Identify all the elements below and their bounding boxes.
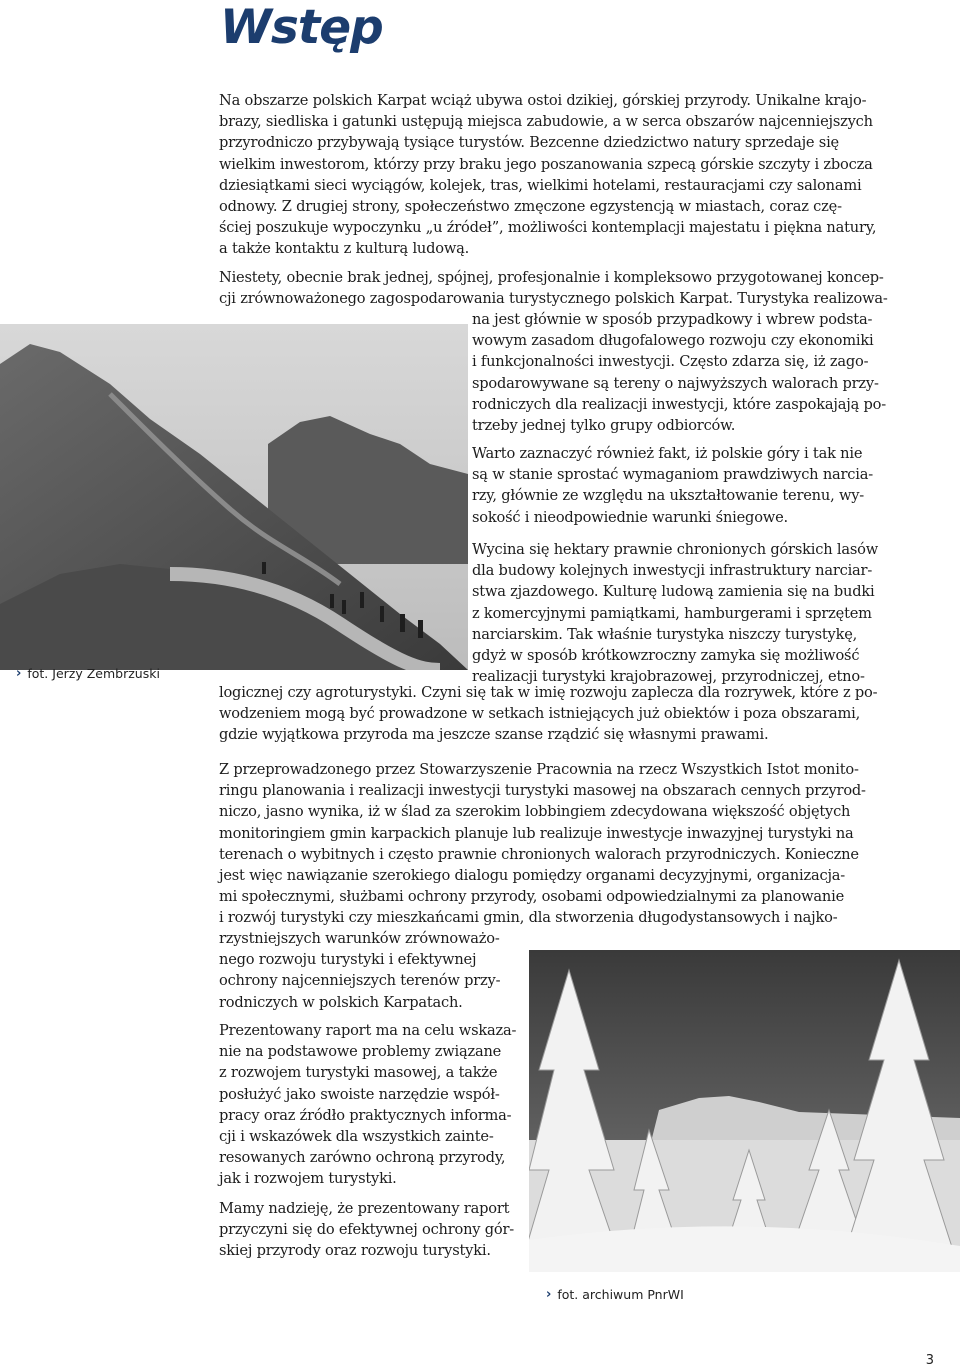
page-number: 3 [925, 1353, 934, 1368]
text-line: realizacji turystyki krajobrazowej, przyrodniczej, etno- [472, 668, 865, 686]
text-line: dziesiątkami sieci wyciągów, kolejek, tras, wielkimi hotelami, restauracjami czy salonami [219, 176, 862, 194]
text-line: wodzeniem mogą być prowadzone w setkach istniejących już obiektów i poza obszarami, [219, 705, 861, 723]
text-line: narciarskim. Tak właśnie turystyka niszczy turystykę, [472, 625, 858, 643]
text-line: monitoringiem gmin karpackich planuje lub realizuje inwestycje inwazyjnej turystyki na [219, 824, 854, 842]
text-line: odnowy. Z drugiej strony, społeczeństwo zmęczone egzystencją w miastach, coraz czę- [219, 198, 842, 216]
text-line: skiej przyrody oraz rozwoju turystyki. [219, 1242, 491, 1260]
paragraph-forests-cont [219, 682, 877, 746]
text-line: i funkcjonalności inwestycji. Często zdarza się, iż zago- [472, 353, 869, 371]
text-line: ringu planowania i realizacji inwestycji turystyki masowej na obszarach cennych przyrod- [219, 782, 866, 800]
text-line: ściej poszukuje wypoczynku „u źródeł”, możliwości kontemplacji majestatu i piękna natury, [219, 219, 877, 237]
page-title: Wstęp [220, 0, 383, 55]
text-line: wowym zasadom długofalowego rozwoju czy ekonomiki [472, 332, 874, 350]
text-line: rodniczych dla realizacji inwestycji, które zaspokajają po- [472, 395, 886, 413]
text-line: gdyż w sposób krótkowzroczny zamyka się możliwość [472, 647, 860, 665]
text-line: Wycina się hektary prawnie chronionych górskich lasów [472, 541, 878, 558]
photo2-caption-text: fot. archiwum PnrWI [557, 1287, 684, 1302]
text-line: Z przeprowadzonego przez Stowarzyszenie Pracownia na rzecz Wszystkich Istot monito- [219, 761, 859, 778]
paragraph-hope [219, 1198, 514, 1262]
text-line: posłużyć jako swoiste narzędzie współ- [219, 1085, 500, 1103]
text-line: wielkim inwestorom, którzy przy braku jego poszanowania szpecą górskie szczyty i zbocza [219, 155, 873, 173]
text-line: Mamy nadzieję, że prezentowany raport [219, 1200, 510, 1217]
text-line: spodarowywane są tereny o najwyższych walorach przy- [472, 374, 879, 392]
text-line: rodniczych w polskich Karpatach. [219, 993, 463, 1011]
text-line: i rozwój turystyki czy mieszkańcami gmin, dla stworzenia długodystansowych i najko- [219, 909, 838, 927]
text-line: sokość i nieodpowiednie warunki śniegowe. [472, 508, 788, 526]
text-line: niczo, jasno wynika, iż w ślad za szerokim lobbingiem zdecydowana większość objętych [219, 803, 851, 821]
text-line: a także kontaktu z kulturą ludową. [219, 240, 470, 258]
text-line: z komercyjnymi pamiątkami, hamburgerami i sprzętem [472, 604, 872, 622]
text-line: Prezentowany raport ma na celu wskaza- [219, 1022, 517, 1039]
paragraph-report-aim [219, 1020, 516, 1190]
chevron-right-icon: › [546, 1287, 552, 1302]
text-line: logicznej czy agroturystyki. Czyni się tak w imię rozwoju zaplecza dla rozrywek, które z po- [219, 684, 878, 701]
text-line: resowanych zarówno ochroną przyrody, [219, 1149, 506, 1167]
text-line: Na obszarze polskich Karpat wciąż ubywa ostoi dzikiej, górskiej przyrody. Unikalne krajo- [219, 92, 867, 109]
text-line: mi społecznymi, służbami ochrony przyrody, osobami odpowiedzialnymi za planowanie [219, 888, 845, 906]
paragraph-concept [219, 267, 888, 309]
text-line: nie na podstawowe problemy związane [219, 1043, 502, 1061]
photo2-caption [546, 1287, 684, 1302]
text-line: pracy oraz źródło praktycznych informa- [219, 1106, 512, 1124]
text-line: Niestety, obecnie brak jednej, spójnej, profesjonalnie i kompleksowo przygotowanej koncep- [219, 269, 884, 286]
text-line: przyrodniczo przybywają tysiące turystów. Bezcenne dziedzictwo natury sprzedaje się [219, 134, 839, 152]
paragraph-concept-cont [472, 309, 886, 436]
paragraph-monitoring [219, 759, 866, 929]
text-line: stwa zjazdowego. Kulturę ludową zamienia się na budki [472, 583, 875, 601]
text-line: brazy, siedliska i gatunki ustępują miejsca zabudowie, a w serca obszarów najcenniejszych [219, 113, 873, 131]
text-line: są w stanie sprostać wymaganiom prawdziwych narcia- [472, 466, 873, 484]
photo1-caption [16, 666, 160, 681]
snowy-forest-photo [529, 950, 960, 1272]
chevron-right-icon: › [16, 666, 22, 681]
text-line: cji zrównoważonego zagospodarowania turystycznego polskich Karpat. Turystyka realizowa- [219, 290, 888, 308]
text-line: na jest głównie w sposób przypadkowy i wbrew podsta- [472, 311, 873, 328]
paragraph-intro [219, 90, 876, 260]
text-line: rzystniejszych warunków zrównoważo- [219, 930, 500, 947]
text-line: jest więc nawiązanie szerokiego dialogu pomiędzy organami decyzyjnymi, organizacja- [219, 867, 845, 885]
paragraph-monitoring-cont [219, 928, 500, 1013]
paragraph-forests [472, 539, 878, 687]
text-line: nego rozwoju turystyki i efektywnej [219, 951, 477, 969]
text-line: rzy, głównie ze względu na ukształtowanie terenu, wy- [472, 487, 865, 505]
paragraph-skiing [472, 443, 873, 528]
text-line: trzeby jednej tylko grupy odbiorców. [472, 417, 736, 435]
mountain-trail-photo [0, 324, 468, 670]
text-line: z rozwojem turystyki masowej, a także [219, 1064, 498, 1082]
photo1-caption-text: fot. Jerzy Zembrzuski [27, 666, 160, 681]
text-line: jak i rozwojem turystyki. [219, 1170, 397, 1188]
text-line: dla budowy kolejnych inwestycji infrastruktury narciar- [472, 562, 873, 580]
text-line: gdzie wyjątkowa przyroda ma jeszcze szanse rządzić się własnymi prawami. [219, 726, 769, 744]
text-line: cji i wskazówek dla wszystkich zainte- [219, 1128, 494, 1146]
text-line: ochrony najcenniejszych terenów przy- [219, 972, 501, 990]
text-line: Warto zaznaczyć również fakt, iż polskie góry i tak nie [472, 445, 863, 462]
text-line: przyczyni się do efektywnej ochrony gór- [219, 1221, 515, 1239]
text-line: terenach o wybitnych i często prawnie chronionych walorach przyrodniczych. Konieczne [219, 845, 859, 863]
